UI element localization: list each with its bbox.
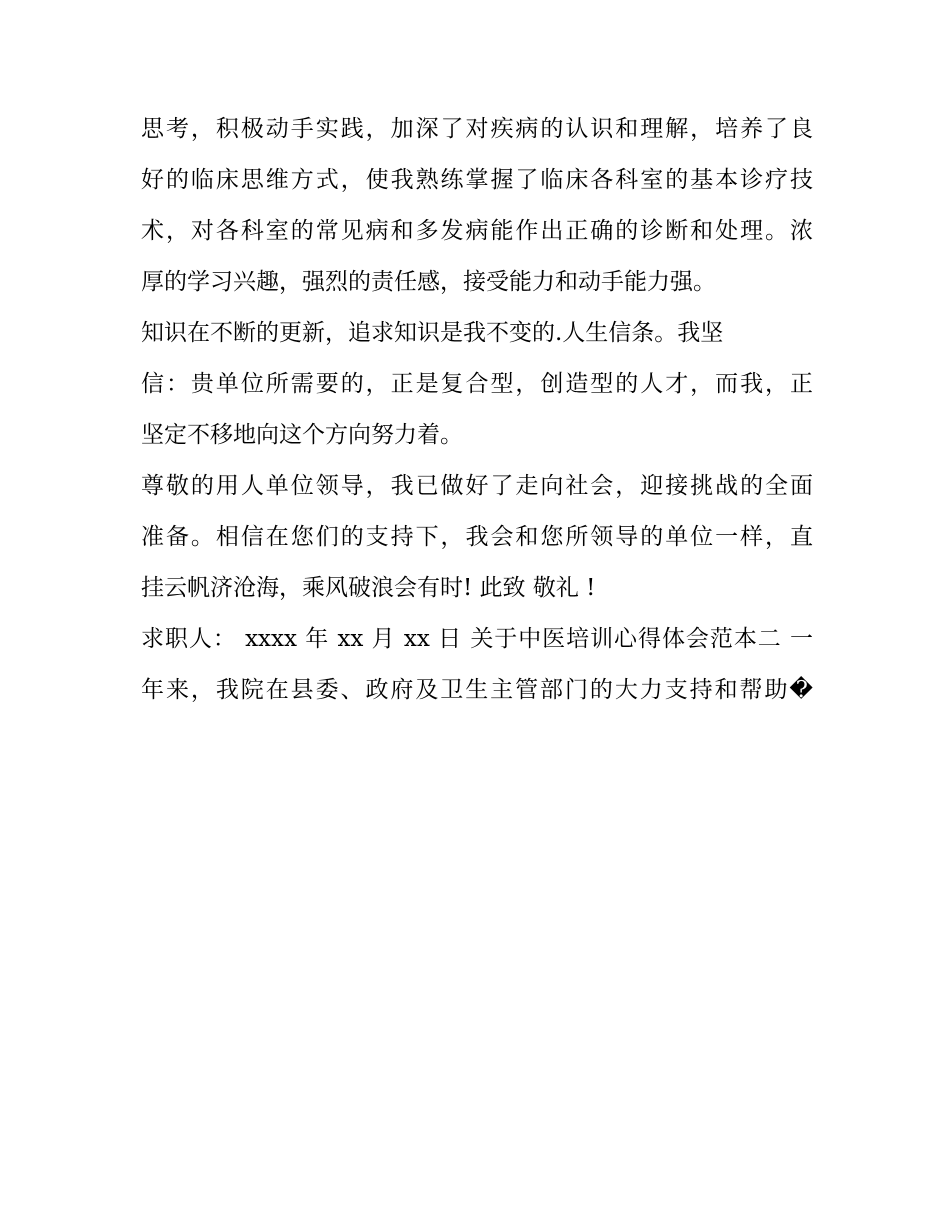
text-line-3: 术，对各科室的常见病和多发病能作出正确的诊断和处理。浓 — [141, 218, 813, 244]
text-line-2: 好的临床思维方式，使我熟练掌握了临床各科室的基本诊疗技 — [141, 167, 813, 193]
text-line-11: 求职人： xxxx 年 xx 月 xx 日 关于中医培训心得体会范本二 一 — [141, 626, 813, 652]
text-line-8: 尊敬的用人单位领导，我已做好了走向社会，迎接挑战的全面 — [141, 473, 813, 499]
text-line-1: 思考，积极动手实践，加深了对疾病的认识和理解，培养了良 — [141, 116, 813, 142]
text-line-7: 坚定不移地向这个方向努力着。 — [141, 422, 463, 448]
text-line-9: 准备。相信在您们的支持下，我会和您所领导的单位一样，直 — [141, 524, 813, 550]
text-line-10: 挂云帆济沧海，乘风破浪会有时! 此致 敬礼 ! — [141, 575, 596, 601]
text-line-12: 年来，我院在县委、政府及卫生主管部门的大力支持和帮助� — [141, 677, 813, 703]
text-line-6: 信：贵单位所需要的，正是复合型，创造型的人才，而我，正 — [141, 371, 813, 397]
text-line-4: 厚的学习兴趣，强烈的责任感，接受能力和动手能力强。 — [141, 269, 716, 295]
text-line-5: 知识在不断的更新，追求知识是我不变的.人生信条。我坚 — [141, 320, 724, 346]
document-body — [141, 104, 813, 716]
